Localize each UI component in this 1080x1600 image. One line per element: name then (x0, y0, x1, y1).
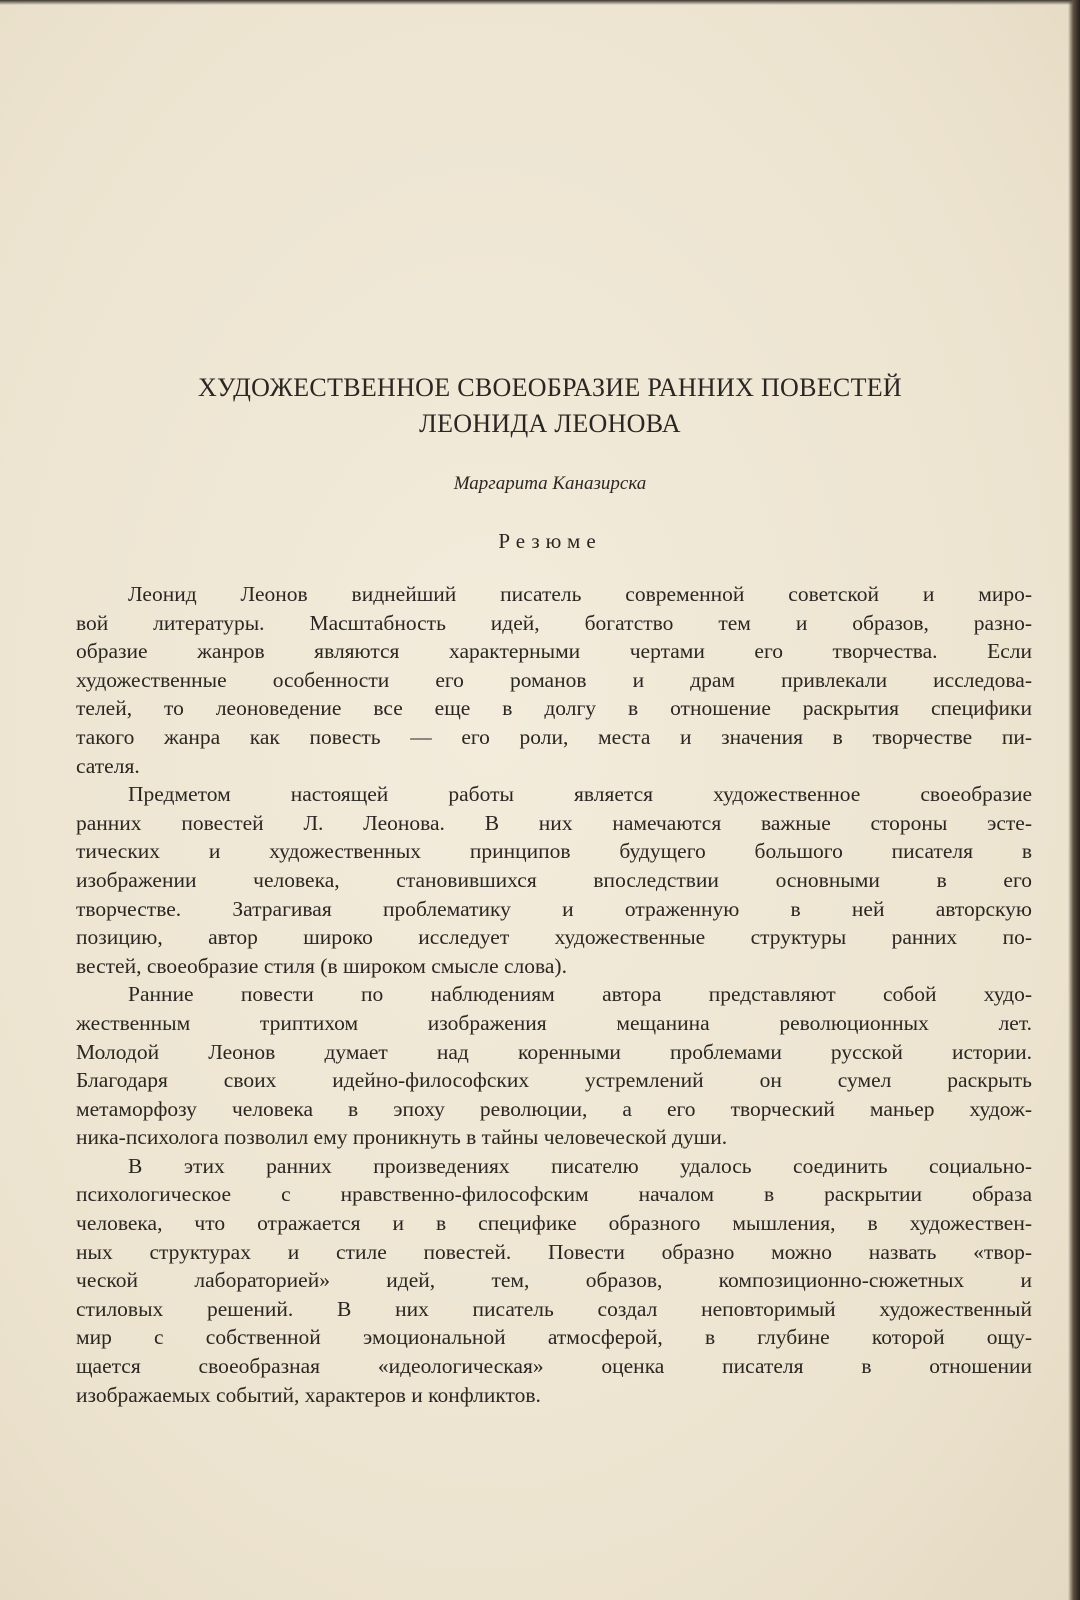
text-line: мир с собственной эмоциональной атмосферой, в глубине которой ощу- (76, 1325, 1032, 1350)
section-heading: Резюме (498, 529, 602, 553)
text-line: ных структурах и стиле повестей. Повести образно можно назвать «твор- (76, 1239, 1032, 1264)
text-line: Молодой Леонов думает над коренными проблемами русской истории. (76, 1039, 1032, 1064)
text-line: метаморфозу человека в эпоху революции, а его творческий маньер худож- (76, 1096, 1032, 1121)
article-title (60, 370, 1040, 442)
text-line: человека, что отражается и в специфике образного мышления, в художествен- (76, 1211, 1032, 1236)
text-line: сателя. (76, 753, 140, 778)
text-line: ранних повестей Л. Леонова. В них намечаются важные стороны эсте- (76, 810, 1032, 835)
text-line: художественные особенности его романов и драм привлекали исследова- (76, 667, 1032, 692)
article-body (76, 580, 1032, 1409)
page-binding-shadow (1068, 0, 1080, 1600)
text-line: позицию, автор широко исследует художественные структуры ранних по- (76, 925, 1032, 950)
text-line: Предметом настоящей работы является художественное своеобразие (128, 782, 1032, 807)
text-line: вой литературы. Масштабность идей, богатство тем и образов, разно- (76, 610, 1032, 635)
text-line: В этих ранних произведениях писателю удалось соединить социально- (128, 1153, 1032, 1178)
paragraph-2 (76, 780, 1032, 980)
article-title-line: ЛЕОНИДА ЛЕОНОВА (419, 409, 681, 438)
text-line: ника-психолога позволил ему проникнуть в тайны человеческой души. (76, 1125, 728, 1150)
text-line: творчестве. Затрагивая проблематику и отраженную в ней авторскую (76, 896, 1032, 921)
text-line: Благодаря своих идейно-философских устремлений он сумел раскрыть (76, 1068, 1032, 1093)
author-name: Маргарита Каназирска (453, 473, 647, 494)
text-line: вестей, своеобразие стиля (в широком смысле слова). (76, 953, 567, 978)
text-line: телей, то леоноведение все еще в долгу в отношение раскрытия специфики (76, 696, 1032, 721)
text-line: Леонид Леонов виднейший писатель современной советской и миро- (128, 582, 1032, 606)
text-line: стиловых решений. В них писатель создал неповторимый художественный (76, 1296, 1032, 1321)
text-line: жественным триптихом изображения мещанина революционных лет. (76, 1010, 1032, 1035)
text-line: изображаемых событий, характеров и конфликтов. (76, 1382, 541, 1407)
page-top-shadow (0, 0, 1080, 5)
text-line: изображении человека, становившихся впоследствии основными в его (76, 867, 1032, 892)
paragraph-1 (76, 580, 1032, 780)
paragraph-3 (76, 980, 1032, 1152)
text-line: ческой лабораторией» идей, тем, образов, композиционно-сюжетных и (76, 1268, 1032, 1293)
text-line: Ранние повести по наблюдениям автора представляют собой худо- (128, 982, 1032, 1007)
text-line: тических и художественных принципов будущего большого писателя в (76, 839, 1032, 864)
text-line: образие жанров являются характерными чертами его творчества. Если (76, 639, 1032, 664)
article-title-line: ХУДОЖЕСТВЕННОЕ СВОЕОБРАЗИЕ РАННИХ ПОВЕСТЕЙ (197, 373, 903, 402)
text-line: психологическое с нравственно-философским началом в раскрытии образа (76, 1182, 1032, 1207)
paragraph-4 (76, 1152, 1032, 1409)
text-line: такого жанра как повесть — его роли, места и значения в творчестве пи- (76, 724, 1032, 749)
text-line: щается своеобразная «идеологическая» оценка писателя в отношении (76, 1354, 1032, 1379)
